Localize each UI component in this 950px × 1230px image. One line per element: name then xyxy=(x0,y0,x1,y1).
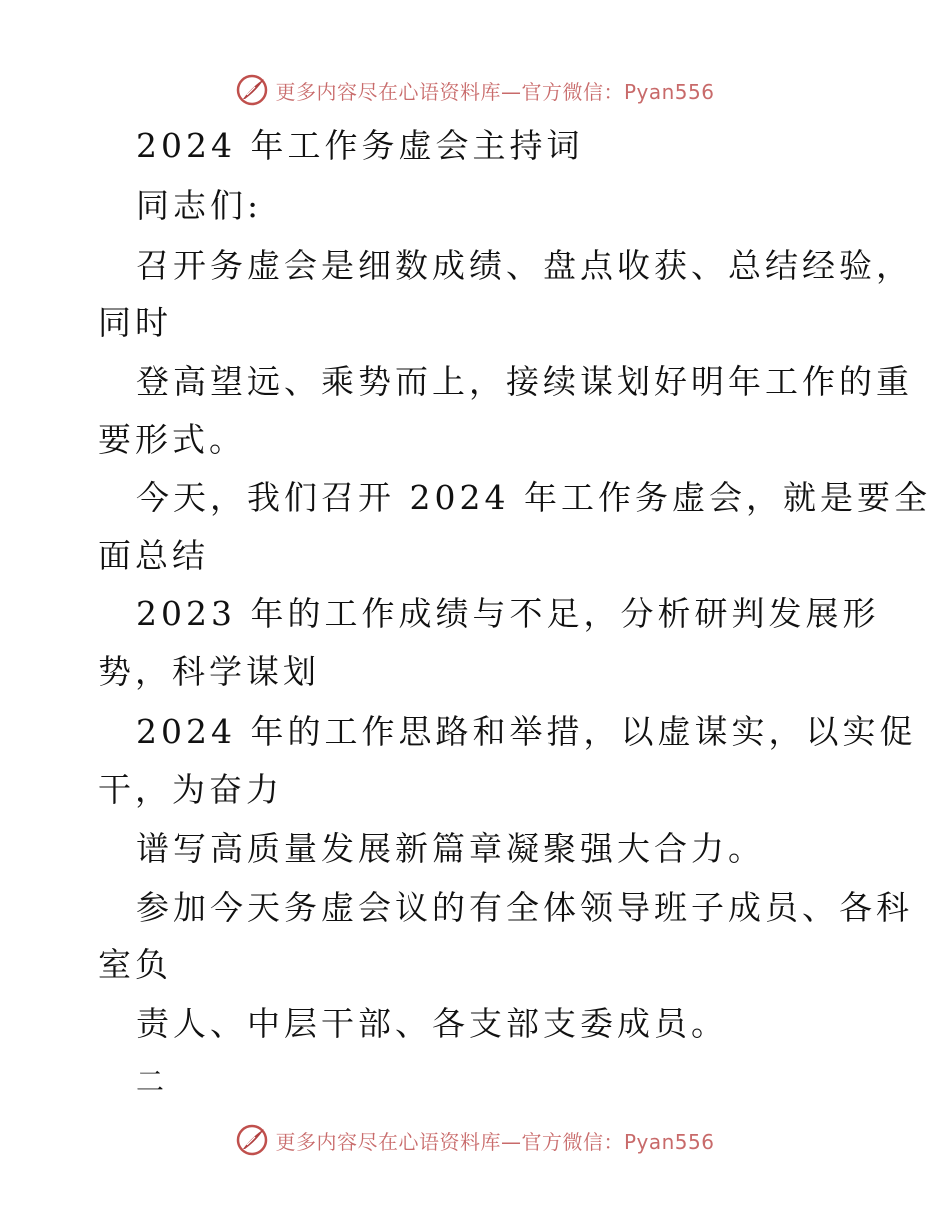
watermark-text: 更多内容尽在心语资料库—官方微信：Pyan556 xyxy=(275,79,715,104)
paragraph-line: 室负 xyxy=(98,945,172,984)
paragraph-line: 召开务虚会是细数成绩、盘点收获、总结经验， xyxy=(136,246,913,285)
footer-watermark xyxy=(0,1120,950,1160)
paragraph-line: 同时 xyxy=(98,303,172,342)
document-title: 2024 年工作务虚会主持词 xyxy=(136,126,584,165)
paragraph-line: 同志们: xyxy=(136,186,263,225)
header-watermark xyxy=(0,70,950,110)
watermark-text: 更多内容尽在心语资料库—官方微信：Pyan556 xyxy=(275,1129,715,1154)
paragraph-line: 势，科学谋划 xyxy=(98,652,320,691)
section-heading: 二 xyxy=(136,1065,169,1098)
paragraph-line: 谱写高质量发展新篇章凝聚强大合力。 xyxy=(136,829,765,868)
paragraph-line: 登高望远、乘势而上，接续谋划好明年工作的重 xyxy=(136,362,913,401)
feather-seal-icon xyxy=(235,1123,269,1157)
paragraph-line: 要形式。 xyxy=(98,420,246,459)
paragraph-line: 今天，我们召开 2024 年工作务虚会，就是要全 xyxy=(136,478,931,517)
paragraph-line: 责人、中层干部、各支部支委成员。 xyxy=(136,1004,728,1043)
paragraph-line: 2023 年的工作成绩与不足，分析研判发展形 xyxy=(136,594,880,633)
feather-seal-icon xyxy=(235,73,269,107)
paragraph-line: 面总结 xyxy=(98,536,209,575)
paragraph-line: 干，为奋力 xyxy=(98,770,283,809)
paragraph-line: 2024 年的工作思路和举措，以虚谋实，以实促 xyxy=(136,712,917,751)
paragraph-line: 参加今天务虚会议的有全体领导班子成员、各科 xyxy=(136,888,913,927)
